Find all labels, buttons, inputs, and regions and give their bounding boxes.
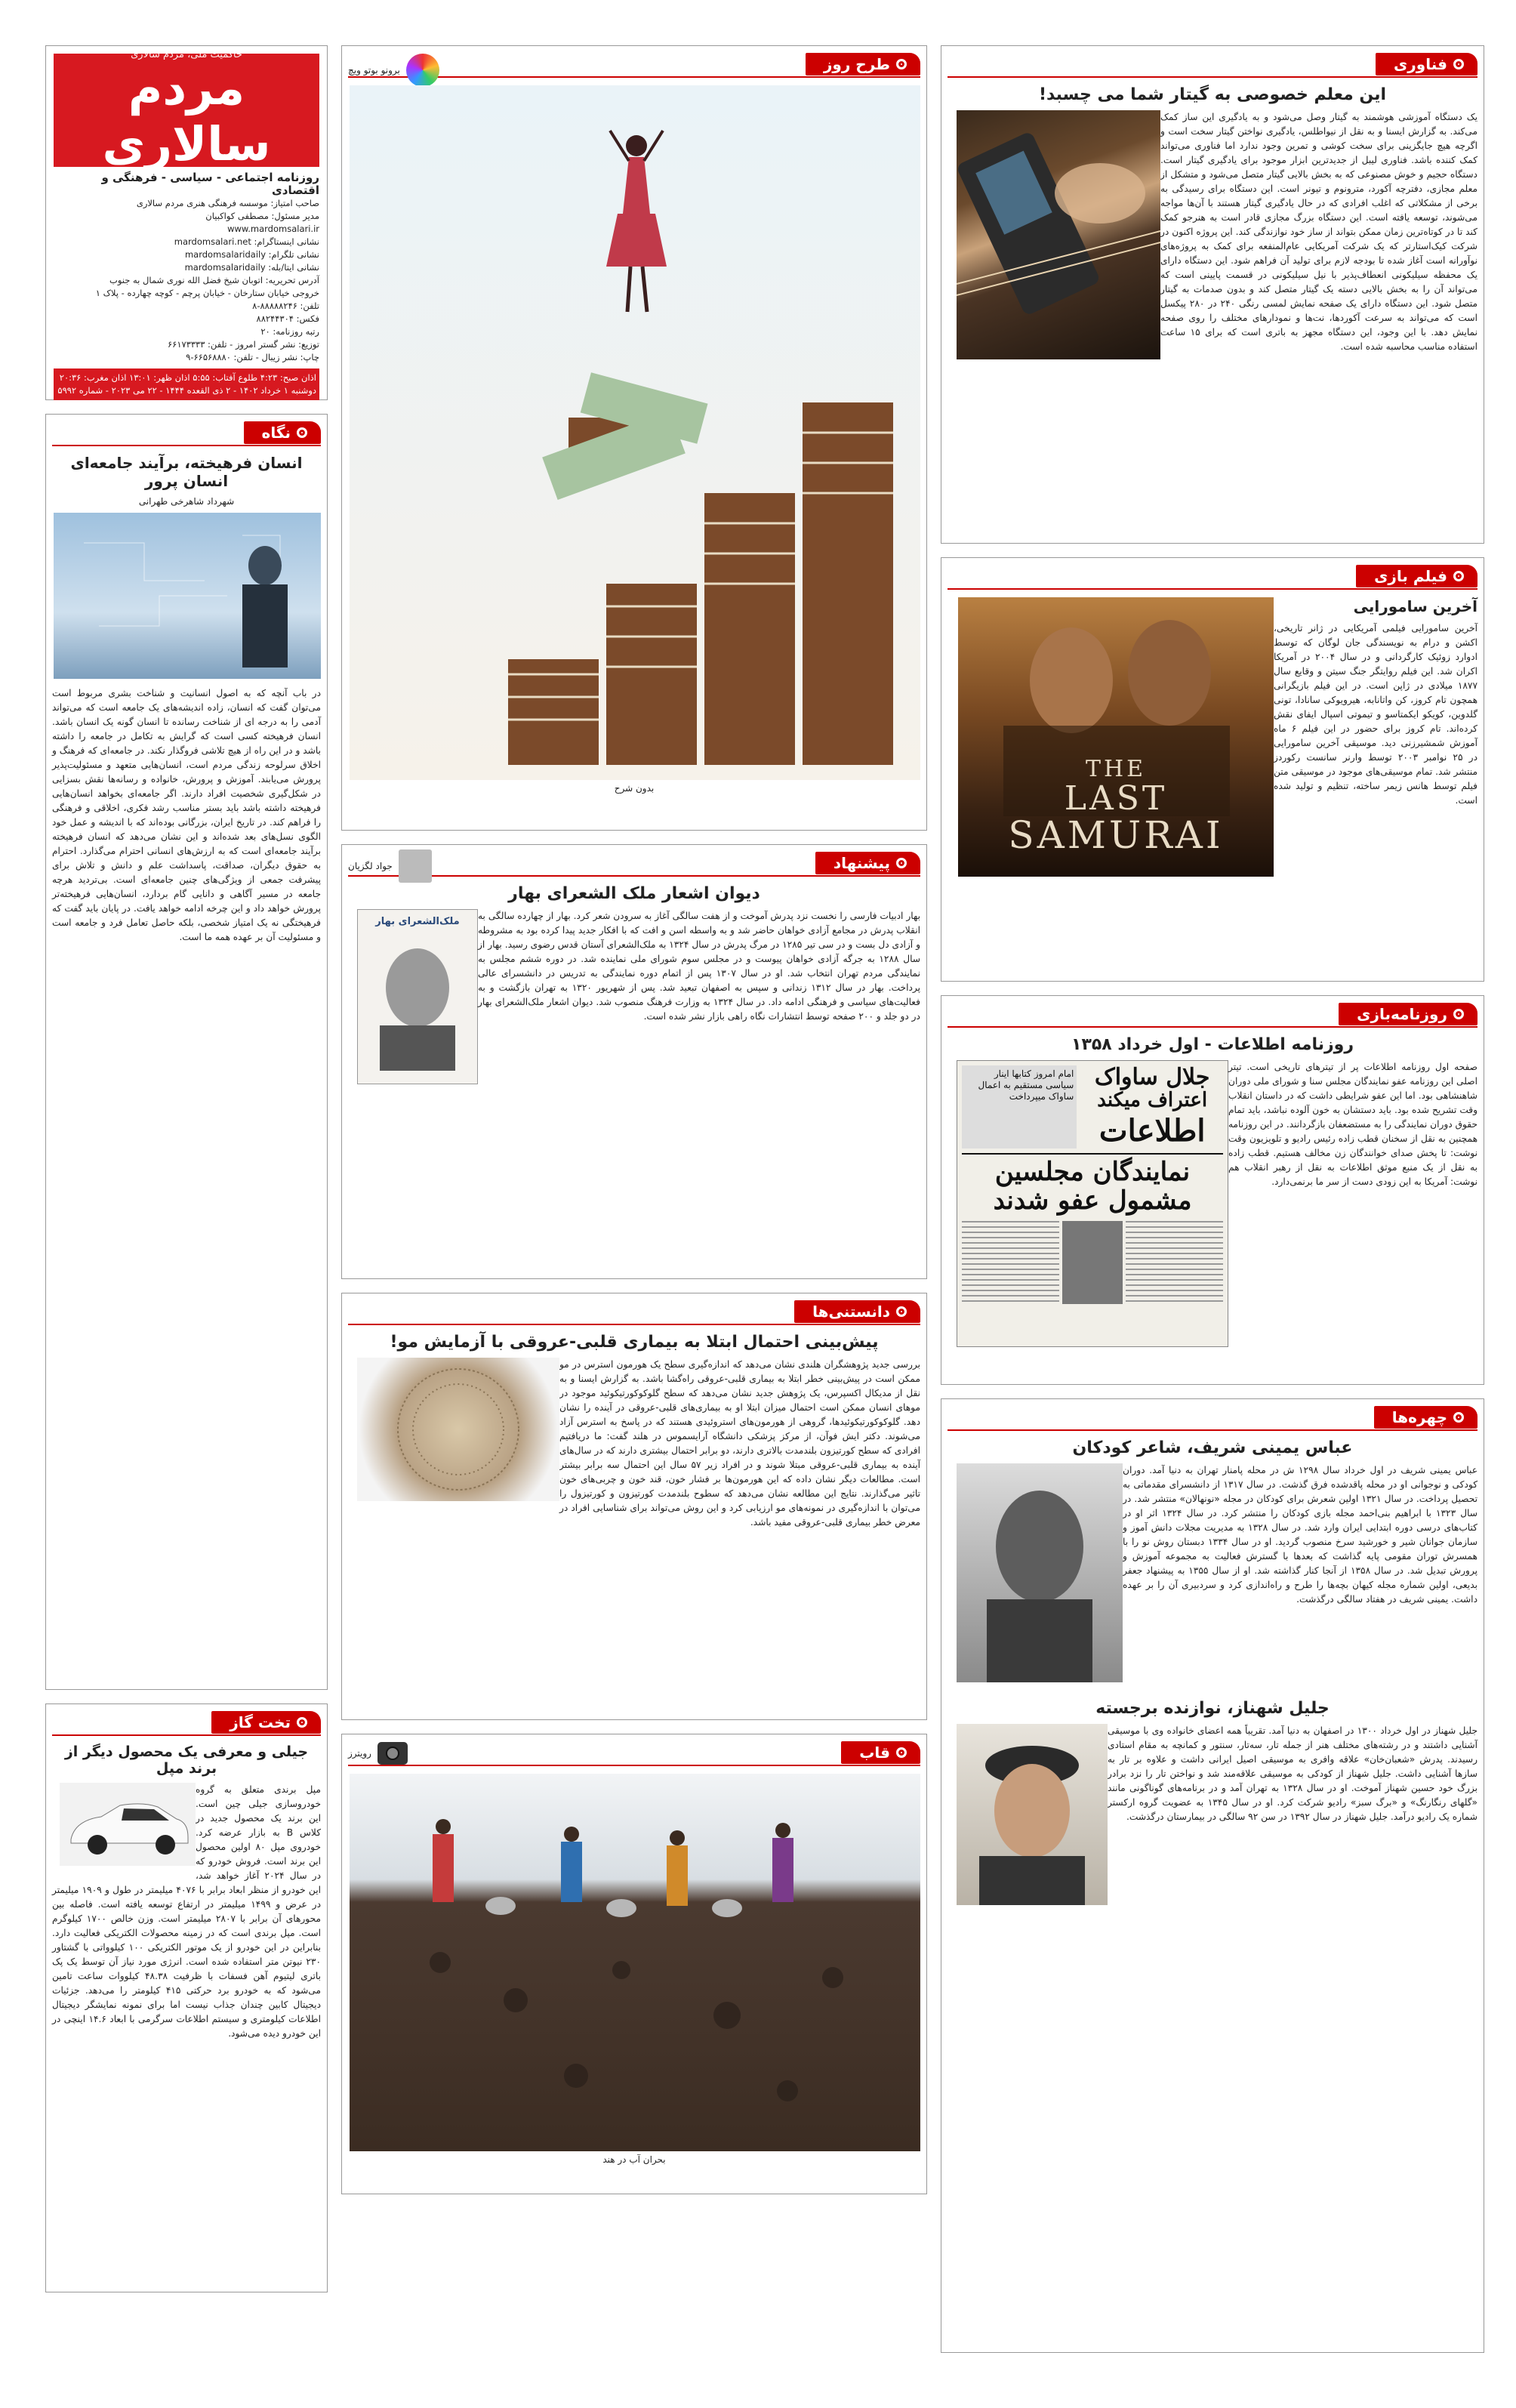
book-stairs-illustration [350, 85, 920, 780]
photographer-name: رویترز [348, 1748, 371, 1759]
np-headline-1: جلال ساواک [1094, 1064, 1210, 1090]
film-section [941, 557, 1484, 982]
issue-date: دوشنبه ۱ خرداد ۱۴۰۲ - ۲ ذی القعده ۱۴۴۴ - ۲۲ می ۲۰۲۳ - شماره ۵۹۹۲ [57, 385, 316, 396]
section-tag [1339, 1003, 1477, 1025]
opinion-section [45, 414, 328, 1690]
portrait-jalil-shahnaz [957, 1724, 1108, 1905]
author-name: جواد لگزیان [348, 861, 393, 871]
article-body: در باب آنچه که به اصول انسانیت و شناخت بشری مربوط است می‌توان گفت که انسان، زاده اندیشه‌های یک جامعه است که می‌تواند آدمی را به درجه ای از شناخت رسانده تا انسان گونه یک انسان باشد. انسان فرهیخته کسی است که گرایش به تکامل در جامعه را داشته باشد و در این راه از هیچ تلاشی فروگذار نکند. در جامعه‌ای که فرهنگ و اخلاق سرلوحه زندگی مردم است، انسان‌هایی متعهد و مسئولیت‌پذیر پرورش می‌یابند. آموزش و پرورش، خانواده و رسانه‌ها نقش بسزایی در شکل‌گیری شخصیت افراد دارند. اگر جامعه‌ای بخواهد انسان‌هایی فرهیخته داشته باشد باید بستر مناسب رشد فکری، اخلاقی و فرهنگی را فراهم کند. در تاریخ ایران، بزرگانی بوده‌اند که با اندیشه و عمل خود الگوی نسل‌های بعد شده‌اند و این نشان می‌دهد که انسان فرهیخته برآیند جامعه‌ای است که به ارزش‌های انسانی احترام می‌گذارد. احترام به حقوق دیگران، صداقت، پاسداشت علم و دانش و تلاش برای پیشرفت جمعی از ویژگی‌های چنین جامعه‌ای است. بی‌تردید هرچه جامعه در مسیر آگاهی و دانایی گام بردارد، انسان‌هایی فرهیخته‌تر پرورش خواهد داد و این چرخه ادامه خواهد یافت. در پایان باید گفت که فرهیختگی نه یک امتیاز شخصی، بلکه حاصل تعامل فرد و جامعه است و مسئولیت آن بر عهده همه ما است. [52, 688, 321, 942]
section-title: فناوری [1393, 55, 1447, 73]
section-title: تخت گاز [230, 1713, 291, 1731]
section-header [52, 421, 321, 446]
article-title: روزنامه اطلاعات - اول خرداد ۱۳۵۸ [1071, 1035, 1354, 1054]
middle-column [341, 45, 927, 2378]
poster-word-1: THE [1085, 756, 1147, 782]
masthead-line: نشانی ایتا/بله: mardomsalaridaily [184, 262, 319, 273]
hair-photo [357, 1358, 559, 1501]
bullet-icon [896, 1306, 907, 1317]
article-body: بررسی جدید پژوهشگران هلندی نشان می‌دهد که اندازه‌گیری سطح یک هورمون استرس در مو ممکن است در پیش‌بینی خطر ابتلا به بیماری قلبی-عروقی راه‌گشا باشد. به گزارش ایسنا و به نقل از مدیکال اکسپرس، یک پژوهش جدید نشان می‌دهد که سطح گلوکوکورتیکوئید موجود در موهای انسان ممکن است احتمال میزان ابتلا او به بیماری‌های قلبی-عروقی در آینده را نشان دهد. گلوکوکورتیکوئیدها، گروهی از هورمون‌های استروئیدی هستند که در پاسخ به استرس آزاد می‌شوند. دکتر ایش فوآن، از مرکز پزشکی دانشگاه آرایسموس در هلند گفت: ما دریافتیم افرادی که سطح کورتیزون بلندمدت بالاتری دارند، دو برابر احتمال بیشتری دارند که در سال‌های آینده به بیماری قلبی-عروقی مبتلا شوند و در افراد زیر ۵۷ سال این احتمال سه برابر بیشتر است. مطالعات دیگر نشان داده که این هورمون‌ها بر فشار خون، قند خون و چربی‌های خون تاثیر می‌گذارند. نتایج این مطالعه نشان می‌دهد که سطوح بلندمدت کورتیزون و کورتیزول را می‌توان با اندازه‌گیری در نمونه‌های مو ارزیابی کرد و این روش می‌تواند برای شناسایی افراد در معرض خطر بیماری قلبی-عروقی مفید باشد. [559, 1359, 920, 1528]
bullet-icon [1453, 571, 1464, 581]
left-column [45, 45, 328, 2378]
section-tag [794, 1300, 920, 1323]
masthead [45, 45, 328, 400]
masthead-line: تلفن: ۸۸۸۸۸۲۴۶-۸ [252, 301, 319, 311]
person-2-body: جلیل شهناز در اول خرداد ۱۳۰۰ در اصفهان به دنیا آمد. تقریباً همه اعضای خانواده وی با موسیقی آشنایی داشتند و در رشته‌های مختلف هنر از جمله تار، سه‌تار، سنتور و کمانچه به مقام استادی رسیدند. پدرش «شعبان‌خان» علاقه وافری به موسیقی اصیل ایرانی داشت و علاوه بر تار به سازها آشنایی داشت. جلیل شهناز از کودکی به موسیقی علاقه‌مند شد و نواختن تار را نزد برادر بزرگ خود حسین شهناز آموخت. او در سال ۱۳۲۸ به تهران آمد و در برنامه‌های گوناگونی مانند «گلهای رنگارنگ» و «برگ سبز» رادیو شرکت کرد. او در سال ۱۳۴۵ به عضویت گروه ارکستر شماره یک رادیو درآمد. جلیل شهناز در سال ۱۳۹۲ در سن ۹۲ سالگی در بیمارستان درگذشت. [1108, 1725, 1477, 1822]
section-header [948, 52, 1477, 78]
section-header [948, 1002, 1477, 1028]
guitar-image [957, 110, 1160, 359]
masthead-date-bar [54, 368, 319, 400]
section-tag [806, 53, 920, 76]
photo-frame-section [341, 1734, 927, 2194]
photo-credit [348, 1742, 408, 1765]
section-tag [841, 1741, 920, 1764]
bullet-icon [896, 59, 907, 69]
book-cover [357, 909, 478, 1084]
masthead-line: خروجی خیابان ستارخان - خیابان پرچم - کوچه چهارده - پلاک ۱ [95, 288, 319, 298]
author-avatar [399, 849, 432, 883]
newspaper-scan [957, 1060, 1228, 1347]
section-title: روزنامه‌بازی [1357, 1005, 1447, 1023]
bullet-icon [1453, 1009, 1464, 1019]
poster-word-3: SAMURAI [1008, 813, 1224, 857]
article-body: بهار ادبیات فارسی را نخست نزد پدرش آموخت و از هفت سالگی آغاز به سرودن شعر کرد. بهار از چهارده سالگی به انقلاب پدرش در مجامع آزادی خواهان حاضر شد و به واسطه اسن و افت که با افکار جدید پیدا کرده بود به مشروطه و آزادی دل بست و در سی تیر ۱۲۸۵ در مرگ پدرش در سال ۱۳۲۴ به ملک‌الشعرای آستان قدس رضوی رسید. بهار از سال ۱۲۸۸ به جرگه آزادی خواهان پیوست و در مجلس سوم شورای ملی نماینده شد. در دوره ششم مجلس به نمایندگی مردم تهران انتخاب شد. او در سال ۱۳۰۷ پس از اتمام دوره نمایندگی به تدریس در دانشسرای عالی پرداخت. بهار در سال ۱۳۱۲ زندانی و سپس به اصفهان تبعید شد. پس از شهریور ۱۳۲۰ به تهران بازگشت و به فعالیت‌های سیاسی و فرهنگی ادامه داد. در سال ۱۳۲۴ به وزارت فرهنگ منصوب شد. دیوان اشعار ملک‌الشعرای بهار در دو جلد و ۲۰۰ صفحه توسط انتشارات نگاه راهی بازار نشر شده است. [478, 911, 921, 1022]
bullet-icon [896, 1747, 907, 1758]
portrait-image [957, 1724, 1108, 1905]
article-title: دیوان اشعار ملک الشعرای بهار [508, 884, 760, 903]
bullet-icon [1453, 1412, 1464, 1423]
section-title: پیشنهاد [833, 854, 890, 872]
photo-caption: بحران آب در هند [602, 2154, 666, 2165]
person-1-body: عباس یمینی شریف در اول خرداد سال ۱۲۹۸ ش در محله پامنار تهران به دنیا آمد. دوران کودکی و نوجوانی او در محله پاقدشده فرق گذشت. در سال ۱۳۱۷ از دانشسرای مقدماتی به تحصیل پرداخت. در سال ۱۳۲۱ اولین شعرش برای کودکان در مجله «نونهالان» منتشر شد. در سال ۱۳۲۳ با ابراهیم بنی‌احمد مجله بازی کودکان را منتشر کرد. در سال ۱۳۲۴ اثر او در کتاب‌های درسی دوره ابتدایی ایران وارد شد. در سال ۱۳۲۸ به مدیریت مجلات دانش آموز و سازمان جوانان شیر و خورشید سرخ منصوب گردید. او در سال ۱۳۳۴ دبستان روش نو را با همسرش توران مقومی پایه گذاشت که بعدها با گسترش فعالیت به مجموعه آموزش و پرورش تبدیل شد. در سال ۱۳۵۸ از آنجا کنار گذاشته شد. او از سال ۱۳۵۵ به پیشنهاد جعفر بدیعی، اولین شماره مجله کیهان بچه‌ها را طرح و راه‌اندازی کرد و سردبیری آن را بر عهده داشت. یمینی شریف در هفتاد سالگی درگذشت. [1123, 1465, 1478, 1605]
section-tag [1356, 565, 1477, 587]
newspaper-logo [54, 48, 319, 171]
section-header [948, 564, 1477, 590]
section-header [348, 1740, 920, 1766]
faces-section [941, 1398, 1484, 2353]
car-image [60, 1783, 196, 1866]
section-header [52, 1710, 321, 1736]
article-title: انسان فرهیخته، برآیند جامعه‌ای انسان پرور [70, 454, 303, 490]
section-header [948, 1405, 1477, 1431]
section-title: نگاه [261, 424, 291, 442]
movie-poster [958, 597, 1274, 877]
masthead-line: مدیر مسئول: مصطفی کواکبیان [205, 211, 319, 221]
section-tag [211, 1711, 321, 1734]
guitar-photo [957, 110, 1160, 359]
water-crisis-image [350, 1774, 920, 2151]
masthead-line: چاپ: نشر زیبال - تلفن: ۶۶۵۶۸۸۸۰-۹ [186, 352, 319, 362]
masthead-line: رتبه روزنامه: ۲۰ [260, 326, 319, 337]
masthead-line: نشانی اینستاگرام: mardomsalari.net [174, 236, 319, 247]
bullet-icon [896, 858, 907, 868]
article-body: آخرین سامورایی فیلمی آمریکایی در ژانر تاریخی، اکشن و درام به نویسندگی جان لوگان که توسط ادوارد زوئیک کارگردانی و در سال ۲۰۰۴ در آمریکا اکران شد. این فیلم روایتگر جنگ سیتن و وقایع سال ۱۸۷۷ میلادی در ژاپن است. در این فیلم بازیگرانی همچون تام کروز، کن واتانابه، هیرویوکی سانادا، تونی گلدوین، کویکو ایکمتاسو و تیموتی اسپال ایفای نقش کرده‌اند. تام کروز برای حضور در این فیلم ۶ ماه آموزش شمشیرزنی دید. موسیقی آخرین سامورایی در ۲۵ نوامبر ۲۰۰۳ توسط وارنر سانست رکوردز منتشر شد. تمام موسیقی‌های موجود در موسیقی متن فیلم توسط هانس زیمر ساخته، تنظیم و تولید شده است. [1274, 623, 1477, 806]
technology-section [941, 45, 1484, 544]
newspaper-section [941, 995, 1484, 1385]
section-tag [1376, 53, 1477, 76]
cartoon-caption: بدون شرح [614, 783, 655, 794]
article-body: صفحه اول روزنامه اطلاعات پر از تیترهای تاریخی است. تیتر اصلی این روزنامه عفو نمایندگان مجلس سنا و شورای ملی دوران شاهنشاهی بود. اما این عفو شرایطی داشت که در داستان انقلاب وقت تشریح شده بود. باید دستشان به خون آلوده نباشد، باید تمام حقوق دوران نمایندگی را به مستضعفان بازگردانند. در این روزنامه همچنین به نقل از سخنان قطب زاده رئیس رادیو و تلویزیون وقت نوشت: تا پخش صدای خوانندگان زن مخالف هستیم. قطب زاده به نقل از یک منبع موثق اطلاعات به نقل از رهبر انقلاب هم نوشت: آمریکا به این زودی دست از سر ما برنمی‌دارد. [1228, 1062, 1477, 1187]
section-header [348, 52, 920, 78]
article-title: این معلم خصوصی به گیتار شما می چسبد! [1038, 85, 1387, 104]
np-nameplate: اطلاعات [1098, 1113, 1206, 1149]
section-title: قاب [859, 1744, 890, 1762]
car-photo [60, 1783, 196, 1866]
cartoon-image [350, 85, 920, 780]
bullet-icon [297, 427, 307, 438]
masthead-line: صاحب امتیاز: موسسه فرهنگی هنری مردم سالاری [136, 198, 319, 208]
section-header [348, 1300, 920, 1325]
recommendation-section [341, 844, 927, 1279]
hair-image [357, 1358, 559, 1501]
article-title: پیش‌بینی احتمال ابتلا به بیماری قلبی-عروقی با آزمایش مو! [390, 1333, 879, 1352]
article-body: مپل برندی متعلق به گروه خودروسازی جیلی چین است. این برند یک محصول جدید در کلاس B به بازار عرضه کرد. خودروی مپل ۸۰ اولین محصول این برند است. فروش خودرو که در سال ۲۰۲۴ آغاز خواهد شد، این خودرو از منظر ابعاد برابر با ۴۰۷۶ میلیمتر در طول و ۱۹۰۹ میلیمتر در عرض و ۱۴۹۹ میلیمتر در ارتفاع توسعه یافته است. فاصله بین محورهای آن برابر با ۲۸۰۷ میلیمتر است. وزن خالص ۱۷۰۰ کیلوگرم است. مپل برندی است که در زمینه محصولات الکتریکی فعالیت دارد. بنابراین در این خودرو از یک موتور الکتریکی ۱۰۰ کیلوواتی با گشتاور ۲۳۰ نیوتن متر استفاده شده است. انرژی مورد نیاز آن توسط یک پک باتری لیتیوم آهن فسفات با ظرفیت ۴۸.۳۸ کیلووات ساعت تامین می‌شود که به خودرو برد حرکتی ۴۱۵ کیلومتر را می‌دهد. جزئیات دیجیتال کابین چندان جذاب نیست اما برای نمونه نمایشگر دیجیتال اطلاعات کیلومتری و سیستم اطلاعات سرگرمی با ابعاد ۱۴.۶ اینچی در این خودرو دیده می‌شود. [52, 1784, 321, 2039]
np-headline-2: اعتراف میکند [1097, 1089, 1208, 1112]
artist-credit [348, 54, 439, 87]
masthead-website[interactable]: www.mardomsalari.ir [227, 224, 319, 234]
article-body: یک دستگاه آموزشی هوشمند به گیتار وصل می‌شود و به یادگیری این ساز کمک می‌کند. به گزارش ایسنا و به نقل از نیواطلس، یادگیری نواختن گیتار سخت است و اگرچه هیچ جایگزینی برای سخت کوشی و تمرین وجود ندارد اما فناوری می‌تواند کمک کننده باشد. فناوری لیبل از جدیدترین ابزار موجود برای یادگیری گیتار است. دستگاه حجیم و خوش مصنوعی که به بخش بالایی گیتار متصل می‌شود و متشکل از معلم مجازی، دفترچه آکورد، مترونوم و تیونر است. این دستگاه برای رسیدگی به برخی از مشکلاتی که اغلب افرادی که در حال یادگیری گیتار هستند با آن‌ها مواجه می‌شوند، توسعه یافته است. این دستگاه بزرگ مجازی قادر است به هنرجو کمک کند تا در کوتاه‌ترین زمان ممکن بتواند از ساز خود نوازندگی کند. این پروژه اکنون در شرکت کیک‌استارتر که یک شرکت آمریکایی عام‌المنفعه برای کمک به پروژه‌های نوآورانه است آغاز شده تا بودجه لازم برای تولید آن فراهم شود. این دستگاه دارای یک محفظه سیلیکونی انعطاف‌پذیر با نیل سیلیکونی در قسمت پایینی است که می‌تواند آن را به بخش بالایی دسته یک گیتار متصل کند و بدون صدمات به گیتار متصل شود. این دستگاه دارای یک صفحه نمایش لمسی رنگی ۲۴۰ در ۲۸۰ پیکسل است که می‌تواند به سرعت آکوردها، نت‌ها و نمودارهای مختلف را روی صفحه نمایش دهد. با این وجود، این دستگاه مجهز به باتری است که برای ۱۵ ساعت استفاده مناسب محاسبه شده است. [1160, 112, 1478, 352]
portrait-image [957, 1463, 1123, 1682]
news-photo [350, 1774, 920, 2151]
masthead-line: توزیع: نشر گستر امروز - تلفن: ۶۶۱۷۳۳۳۳ [167, 339, 319, 350]
logo-tagline: حاکمیت ملی، مردم سالاری [131, 48, 242, 60]
person-1-title: عباس یمینی شریف، شاعر کودکان [1072, 1438, 1353, 1457]
logo-name: مردم سالاری [102, 60, 271, 171]
np-headline-3: نمایندگان مجلسین [994, 1157, 1191, 1187]
portrait-yamini-sharif [957, 1463, 1123, 1682]
section-tag [815, 852, 920, 874]
artist-name: برونو بوتو ویچ [348, 65, 400, 76]
masthead-line: آدرس تحریریه: اتوبان شیخ فضل الله نوری شمال به جنوب [109, 275, 319, 285]
article-title: آخرین سامورایی [1353, 597, 1477, 615]
np-side-column: امام امروز کتابها اینار سیاسی مستقیم به اعمال ساواک میپرداخت [962, 1065, 1077, 1149]
np-headline-4: مشمول عفو شدند [993, 1186, 1192, 1216]
book-cover-portrait [365, 927, 470, 1071]
masthead-line: نشانی تلگرام: mardomsalaridaily [184, 249, 319, 260]
thinking-man-image [54, 513, 321, 679]
section-title: دانستنی‌ها [812, 1303, 890, 1321]
car-section [45, 1703, 328, 2292]
section-header [348, 851, 920, 877]
bullet-icon [297, 1717, 307, 1728]
book-cover-title: ملک‌الشعرای بهار [375, 916, 460, 927]
section-title: طرح روز [823, 55, 890, 73]
prayer-times: اذان صبح: ۴:۲۳ طلوع آفتاب: ۵:۵۵ اذان ظهر: ۱۳:۰۱ اذان مغرب: ۲۰:۳۶ [59, 372, 316, 383]
colorwheel-icon [406, 54, 439, 87]
section-tag [244, 421, 321, 444]
camera-icon [377, 1742, 408, 1765]
poster-word-2: LAST [1064, 779, 1168, 818]
person-2-title: جلیل شهناز، نوازنده برجسته [1095, 1699, 1330, 1718]
masthead-line: فکس: ۸۸۲۴۴۳۰۴ [256, 313, 319, 324]
author-name: شهرداد شاهرخی طهرانی [138, 496, 235, 507]
article-title: جیلی و معرفی یک محصول دیگر از برند مپل [64, 1744, 309, 1777]
section-tag [1374, 1406, 1477, 1429]
cartoon-section [341, 45, 927, 831]
masthead-lines [54, 197, 319, 364]
masthead-subtitle: روزنامه اجتماعی - سیاسی - فرهنگی و اقتصادی [101, 171, 319, 197]
poster-title [958, 756, 1274, 855]
opinion-illustration [54, 513, 321, 679]
section-title: فیلم بازی [1374, 567, 1447, 585]
knowledge-section [341, 1293, 927, 1720]
section-title: چهره‌ها [1391, 1408, 1447, 1426]
bullet-icon [1453, 59, 1464, 69]
right-column [941, 45, 1484, 2378]
author-credit [348, 849, 432, 883]
